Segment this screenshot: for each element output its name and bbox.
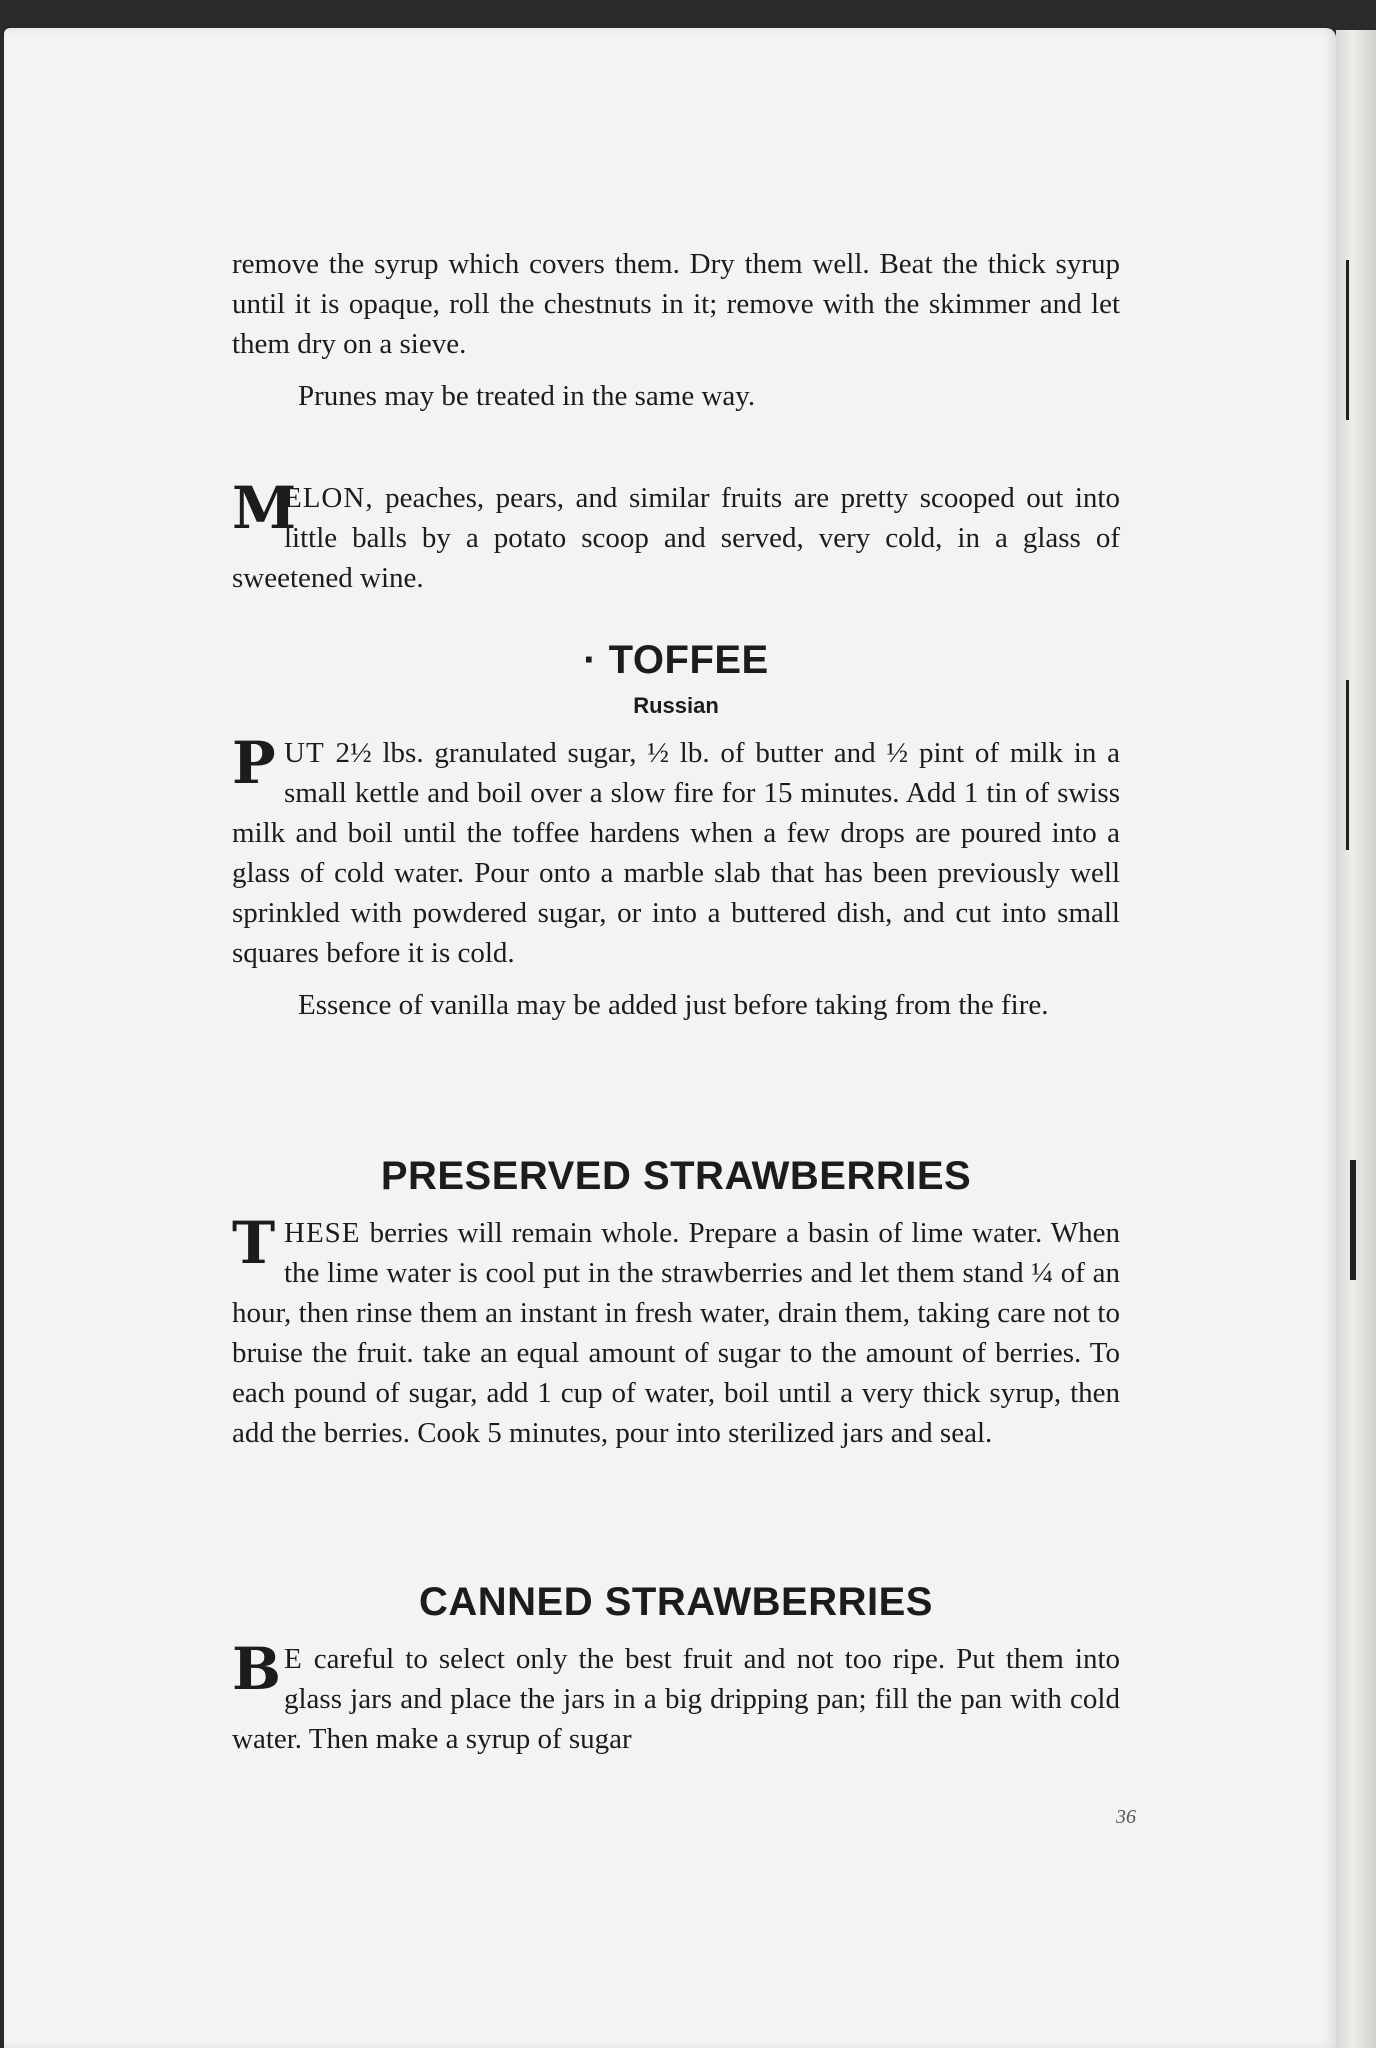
prunes-paragraph: Prunes may be treated in the same way. <box>298 380 756 412</box>
preserved-text: berries will remain whole. Prepare a basin of lime water. When the lime water is cool put in the strawberries and let them stand ¼ of an hour, then rinse them an instant in fresh water, drain them, taking care not to bruise the fruit. take an equal amount of sugar to the amount of berries. To each pound of sugar, add 1 cup of water, boil until a very thick syrup, then add the berries. Cook 5 minutes, pour into sterilized jars and seal. <box>232 1217 1120 1449</box>
preserved-section <box>232 1154 1120 1453</box>
dropcap-b: B <box>232 1635 282 1703</box>
canned-text: careful to select only the best fruit and not too ripe. Put them into glass jars and place the jars in a big dripping pan; fill the pan with cold water. Then make a syrup of sugar <box>232 1643 1120 1755</box>
canned-lead: E <box>284 1643 303 1675</box>
toffee-text: 2½ lbs. granulated sugar, ½ lb. of butter and ½ pint of milk in a small kettle and boil over a slow fire for 15 minutes. Add 1 tin of swiss milk and boil until the toffee hardens when a few drops are poured into a glass of cold water. Pour onto a marble slab that has been previously well sprinkled with powdered sugar, or into a buttered dish, and cut into small squares before it is cold. <box>232 737 1120 969</box>
canned-title: CANNED STRAWBERRIES <box>419 1580 933 1624</box>
dropcap-t: T <box>232 1209 276 1277</box>
toffee-note: Essence of vanilla may be added just before taking from the fire. <box>298 989 1049 1021</box>
continued-paragraph: remove the syrup which covers them. Dry them well. Beat the thick syrup until it is opaque, roll the chestnuts in it; remove with the skimmer and let them dry on a sieve. <box>232 248 1120 360</box>
edge-mark <box>1346 260 1349 420</box>
page-number: 36 <box>1116 1806 1136 1828</box>
toffee-subtitle: Russian <box>633 693 719 718</box>
canned-paragraph <box>232 1635 1120 1759</box>
preserved-lead: HESE <box>284 1217 361 1249</box>
preserved-paragraph <box>232 1209 1120 1453</box>
toffee-lead: UT <box>284 737 325 769</box>
melon-text: peaches, pears, and similar fruits are pretty scooped out into little balls by a potato scoop and served, very cold, in a glass of sweetened wine. <box>232 482 1120 594</box>
continued-section <box>232 244 1120 416</box>
melon-paragraph <box>232 474 1120 598</box>
toffee-title: · TOFFEE <box>583 638 769 682</box>
toffee-paragraph <box>232 729 1120 973</box>
preserved-title: PRESERVED STRAWBERRIES <box>380 1154 972 1198</box>
melon-lead: ELON, <box>284 482 374 514</box>
dropcap-p: P <box>232 729 276 797</box>
melon-section <box>232 474 1120 598</box>
dropcap-m: M <box>232 474 297 542</box>
canned-section <box>232 1580 1120 1759</box>
edge-mark <box>1346 680 1349 850</box>
edge-mark <box>1350 1160 1356 1280</box>
page-edge <box>1336 30 1376 2048</box>
toffee-section <box>232 638 1120 1025</box>
